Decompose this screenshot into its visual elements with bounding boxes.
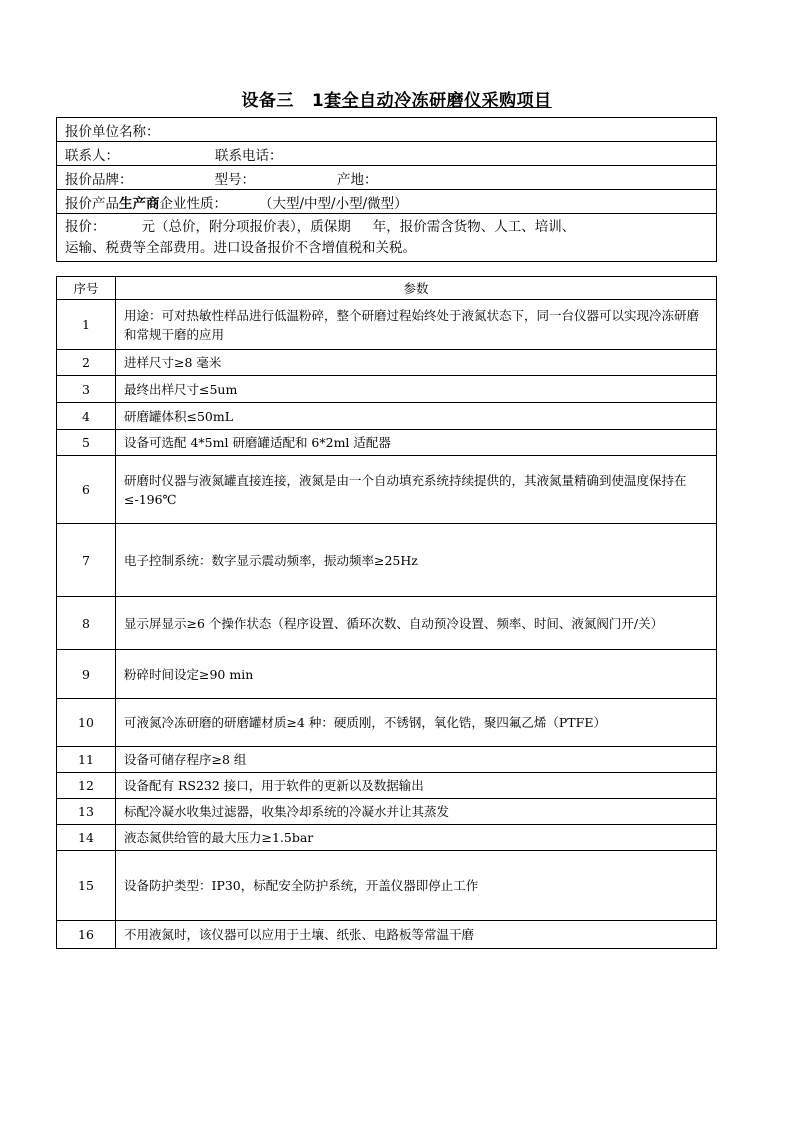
- row-param: 设备可选配 4*5ml 研磨罐适配和 6*2ml 适配器: [116, 430, 717, 456]
- page-title: [0, 86, 793, 111]
- row-no: 13: [57, 799, 116, 825]
- info-row-unit: [57, 118, 717, 142]
- quote-info-table: [56, 117, 717, 262]
- table-row: [57, 350, 717, 376]
- model-label: 型号：: [214, 171, 255, 188]
- row-no: 14: [57, 825, 116, 851]
- nature-bold: 生产商: [119, 195, 160, 212]
- table-row: [57, 699, 717, 747]
- origin-label: 产地：: [337, 171, 378, 188]
- row-no: 9: [57, 650, 116, 699]
- row-param: 研磨时仪器与液氮罐直接连接，液氮是由一个自动填充系统持续提供的，其液氮量精确到使温度保持在≤-196℃: [116, 456, 717, 524]
- phone-label: 联系电话：: [215, 147, 283, 164]
- info-cell-unit: [57, 118, 717, 142]
- row-no: 15: [57, 851, 116, 921]
- nature-options: （大型/中型/小型/微型）: [259, 195, 408, 212]
- title-text: 套全自动冷冻研磨仪采购项目: [324, 91, 552, 111]
- row-no: 4: [57, 403, 116, 430]
- table-row: [57, 825, 717, 851]
- unit-label: 报价单位名称：: [65, 123, 160, 140]
- row-no: 11: [57, 747, 116, 773]
- spec-table: [56, 276, 717, 949]
- brand-label: 报价品牌：: [65, 171, 133, 188]
- info-cell-nature: [57, 190, 717, 214]
- row-param: 液态氮供给管的最大压力≥1.5bar: [116, 825, 717, 851]
- table-row: [57, 376, 717, 403]
- price-total: 元（总价，附分项报价表），质保期: [141, 218, 351, 235]
- row-param: 研磨罐体积≤50mL: [116, 403, 717, 430]
- row-param: 进样尺寸≥8 毫米: [116, 350, 717, 376]
- info-row-price: [57, 214, 717, 262]
- table-row: [57, 524, 717, 597]
- title-number: 1: [311, 91, 325, 111]
- table-row: [57, 456, 717, 524]
- spec-header-row: [57, 277, 717, 300]
- row-no: 12: [57, 773, 116, 799]
- info-cell-price: [57, 214, 717, 262]
- row-no: 16: [57, 921, 116, 949]
- row-no: 3: [57, 376, 116, 403]
- nature-suffix: 企业性质：: [159, 195, 227, 212]
- table-row: [57, 430, 717, 456]
- row-param: 最终出样尺寸≤5um: [116, 376, 717, 403]
- row-no: 7: [57, 524, 116, 597]
- row-no: 2: [57, 350, 116, 376]
- price-tail: 年，报价需含货物、人工、培训、: [372, 218, 576, 235]
- info-row-brand: [57, 166, 717, 190]
- row-param: 设备配有 RS232 接口，用于软件的更新以及数据输出: [116, 773, 717, 799]
- row-no: 8: [57, 597, 116, 650]
- row-no: 10: [57, 699, 116, 747]
- row-param: 电子控制系统：数字显示震动频率，振动频率≥25Hz: [116, 524, 717, 597]
- price-label: 报价：: [65, 218, 106, 235]
- row-param: 不用液氮时，该仪器可以应用于土壤、纸张、电路板等常温干磨: [116, 921, 717, 949]
- col-param-header: 参数: [116, 277, 717, 300]
- price-line-2: 运输、税费等全部费用。进口设备报价不含增值税和关税。: [65, 239, 416, 256]
- table-row: [57, 403, 717, 430]
- col-no-header: 序号: [57, 277, 116, 300]
- contact-label: 联系人：: [65, 147, 119, 164]
- table-row: [57, 773, 717, 799]
- info-cell-brand: [57, 166, 717, 190]
- row-param: 用途：可对热敏性样品进行低温粉碎，整个研磨过程始终处于液氮状态下，同一台仪器可以实现冷冻研磨和常规干磨的应用: [116, 300, 717, 350]
- row-param: 设备防护类型：IP30，标配安全防护系统，开盖仪器即停止工作: [116, 851, 717, 921]
- price-line-1: [65, 217, 708, 238]
- table-row: [57, 799, 717, 825]
- table-row: [57, 851, 717, 921]
- row-no: 1: [57, 300, 116, 350]
- info-cell-contact: [57, 142, 717, 166]
- row-param: 标配冷凝水收集过滤器，收集冷却系统的冷凝水并让其蒸发: [116, 799, 717, 825]
- row-param: 设备可储存程序≥8 组: [116, 747, 717, 773]
- table-row: [57, 597, 717, 650]
- table-row: [57, 300, 717, 350]
- row-param: 粉碎时间设定≥90 min: [116, 650, 717, 699]
- row-no: 6: [57, 456, 116, 524]
- info-row-contact: [57, 142, 717, 166]
- row-param: 显示屏显示≥6 个操作状态（程序设置、循环次数、自动预冷设置、频率、时间、液氮阀门开/关）: [116, 597, 717, 650]
- table-row: [57, 747, 717, 773]
- nature-prefix: 报价产品: [65, 195, 119, 212]
- row-param: 可液氮冷冻研磨的研磨罐材质≥4 种：硬质刚，不锈钢，氧化锆，聚四氟乙烯（PTFE）: [116, 699, 717, 747]
- table-row: [57, 921, 717, 949]
- info-row-nature: [57, 190, 717, 214]
- table-row: [57, 650, 717, 699]
- title-prefix: 设备三: [241, 91, 294, 111]
- row-no: 5: [57, 430, 116, 456]
